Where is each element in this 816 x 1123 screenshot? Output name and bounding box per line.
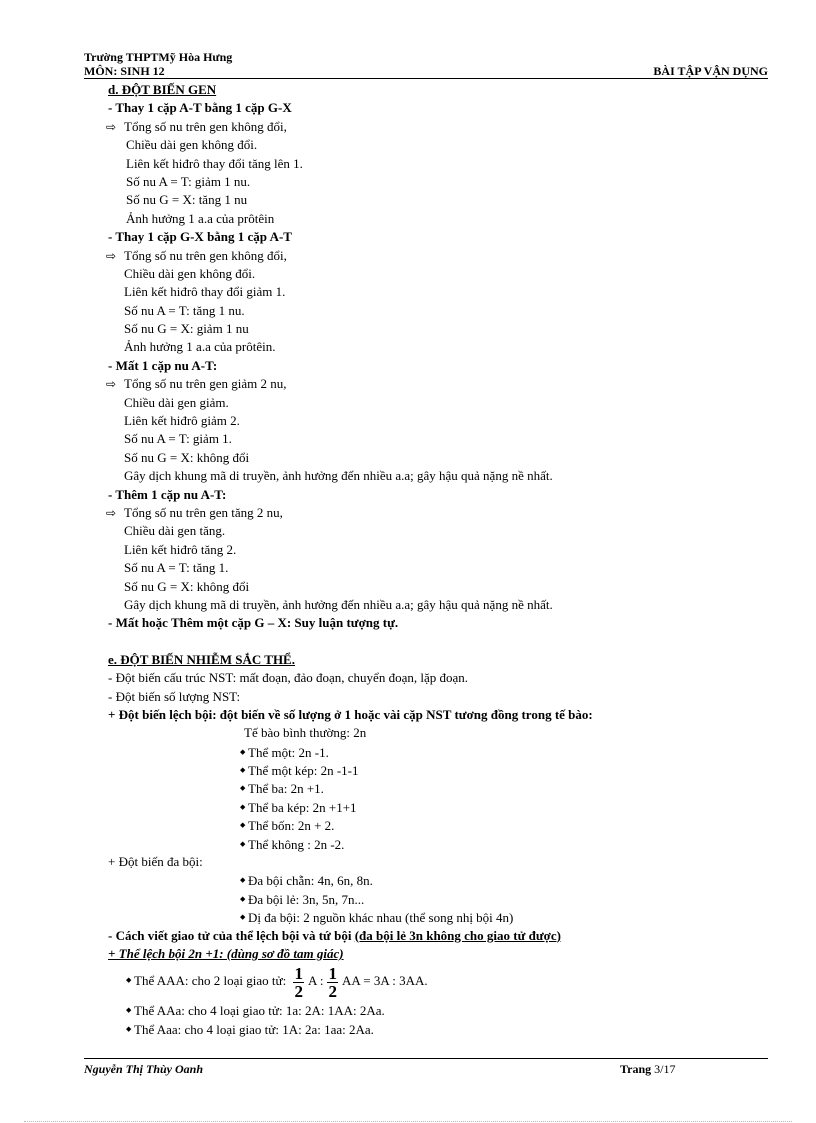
text-line: Số nu G = X: tăng 1 nu xyxy=(126,192,248,208)
list-item: Thể ba kép: 2n +1+1 xyxy=(248,799,357,815)
page-edge xyxy=(24,1121,792,1122)
text-line: Số nu A = T: giảm 1. xyxy=(124,431,232,447)
subsection-title: - Mất hoặc Thêm một cặp G – X: Suy luận tượng tự. xyxy=(108,615,399,631)
footer-page xyxy=(620,1062,675,1077)
list-item: Đa bội lẻ: 3n, 5n, 7n... xyxy=(248,891,365,907)
text-line: Chiều dài gen không đổi. xyxy=(124,265,256,281)
gamete-note: (đa bội lẻ 3n không cho giao tử được) xyxy=(354,927,561,943)
diamond-bullet-icon: ◆ xyxy=(240,876,246,885)
diamond-bullet-icon: ◆ xyxy=(126,976,132,985)
arrow-right-icon: ⇨ xyxy=(106,248,117,263)
text-line: Tế bào bình thường: 2n xyxy=(244,725,367,741)
document-body xyxy=(108,81,768,1038)
text-line: Số nu A = T: tăng 1 nu. xyxy=(124,302,245,318)
arrow-right-icon: ⇨ xyxy=(106,119,117,134)
footer-divider xyxy=(84,1058,768,1059)
subsection-title: - Thêm 1 cặp nu A-T: xyxy=(108,486,227,502)
text-line: Chiều dài gen giảm. xyxy=(124,394,229,410)
gamete-aa: AA = 3A : 3AA. xyxy=(341,973,428,989)
text-line: Liên kết hiđrô tăng 2. xyxy=(124,541,237,557)
text-line: Liên kết hiđrô giảm 2. xyxy=(124,413,240,429)
text-line: Số nu A = T: tăng 1. xyxy=(124,560,229,576)
trisomy-heading: + Thể lệch bội 2n +1: (dùng sơ đồ tam giác) xyxy=(108,945,344,961)
diamond-bullet-icon: ◆ xyxy=(240,821,246,830)
diamond-bullet-icon: ◆ xyxy=(240,839,246,848)
text-line: Số nu G = X: không đổi xyxy=(124,578,250,594)
diamond-bullet-icon: ◆ xyxy=(240,766,246,775)
diamond-bullet-icon: ◆ xyxy=(240,913,246,922)
diamond-bullet-icon: ◆ xyxy=(240,802,246,811)
diamond-bullet-icon: ◆ xyxy=(126,1006,132,1015)
list-item: Dị đa bội: 2 nguồn khác nhau (thể song nhị bội 4n) xyxy=(248,910,514,926)
list-item: Thể một kép: 2n -1-1 xyxy=(248,763,359,779)
text-line: Gây dịch khung mã di truyền, ảnh hưởng đến nhiều a.a; gây hậu quả nặng nề nhất. xyxy=(124,468,553,484)
text-line: Tổng số nu trên gen tăng 2 nu, xyxy=(124,504,283,520)
text-line: Ảnh hưởng 1 a.a của prôtêin xyxy=(126,210,275,226)
page-number: 3/17 xyxy=(654,1062,676,1076)
subsection-title: - Mất 1 cặp nu A-T: xyxy=(108,357,218,373)
diamond-bullet-icon: ◆ xyxy=(240,784,246,793)
text-line: Liên kết hiđrô thay đổi tăng lên 1. xyxy=(126,155,303,171)
section-d-title: d. ĐỘT BIẾN GEN xyxy=(108,82,217,97)
fraction: $\frac{1}{2}$ xyxy=(328,963,337,1001)
diamond-bullet-icon: ◆ xyxy=(240,747,246,756)
footer-author: Nguyễn Thị Thùy Oanh xyxy=(84,1062,204,1076)
subsection-title: - Thay 1 cặp G-X bằng 1 cặp A-T xyxy=(108,229,292,245)
arrow-right-icon: ⇨ xyxy=(106,505,117,520)
text-line: Tổng số nu trên gen không đổi, xyxy=(124,247,287,263)
list-item: Đa bội chẵn: 4n, 6n, 8n. xyxy=(248,873,373,889)
text-line: - Đột biến cấu trúc NST: mất đoạn, đảo đoạn, chuyển đoạn, lặp đoạn. xyxy=(108,670,469,686)
header-subject: MÔN: SINH 12 xyxy=(84,64,165,78)
text-line: Số nu G = X: giảm 1 nu xyxy=(124,321,249,337)
text-line: Liên kết hiđrô thay đổi giảm 1. xyxy=(124,284,286,300)
text-line: Số nu A = T: giảm 1 nu. xyxy=(126,173,251,189)
text-line: - Đột biến số lượng NST: xyxy=(108,688,241,704)
text-line: Gây dịch khung mã di truyền, ảnh hưởng đến nhiều a.a; gây hậu quả nặng nề nhất. xyxy=(124,596,553,612)
header-school: Trường THPTMỹ Hòa Hưng xyxy=(84,50,233,64)
list-item: Thể bốn: 2n + 2. xyxy=(248,818,335,834)
text-line: Tổng số nu trên gen giảm 2 nu, xyxy=(124,376,287,392)
text-line: Số nu G = X: không đổi xyxy=(124,449,250,465)
list-item: Thể ba: 2n +1. xyxy=(248,781,324,797)
arrow-right-icon: ⇨ xyxy=(106,377,117,392)
text-line: Chiều dài gen không đổi. xyxy=(126,137,258,153)
header-divider xyxy=(84,78,768,79)
gamete-heading: - Cách viết giao tử của thể lệch bội và tứ bội xyxy=(108,927,355,943)
list-item: Thể Aaa: cho 4 loại giao tử: 1A: 2a: 1aa: 2Aa. xyxy=(134,1021,374,1037)
gamete-a: A : xyxy=(307,973,324,989)
list-item: Thể AAa: cho 4 loại giao tử: 1a: 2A: 1AA: 2Aa. xyxy=(134,1003,385,1019)
text-line: Chiều dài gen tăng. xyxy=(124,523,226,539)
text-line: + Đột biến đa bội: xyxy=(108,854,203,870)
aneuploidy-heading: + Đột biến lệch bội: đột biến về số lượng ở 1 hoặc vài cặp NST tương đồng trong tế bào: xyxy=(108,706,593,722)
fraction: $\frac{1}{2}$ xyxy=(294,963,303,1001)
subsection-title: - Thay 1 cặp A-T bằng 1 cặp G-X xyxy=(108,100,292,116)
list-item: Thể một: 2n -1. xyxy=(248,744,329,760)
page-label: Trang xyxy=(620,1062,652,1076)
text-line: Ảnh hưởng 1 a.a của prôtêin. xyxy=(124,339,276,355)
list-item: Thể AAA: cho 2 loại giao tử: xyxy=(134,973,287,989)
spacer xyxy=(108,633,768,651)
header-doc-type: BÀI TẬP VẬN DỤNG xyxy=(653,64,768,78)
diamond-bullet-icon: ◆ xyxy=(126,1024,132,1033)
diamond-bullet-icon: ◆ xyxy=(240,894,246,903)
list-item: Thể không : 2n -2. xyxy=(248,836,345,852)
section-e-title: e. ĐỘT BIẾN NHIỄM SẮC THỂ. xyxy=(108,651,295,667)
text-line: Tổng số nu trên gen không đổi, xyxy=(124,118,287,134)
